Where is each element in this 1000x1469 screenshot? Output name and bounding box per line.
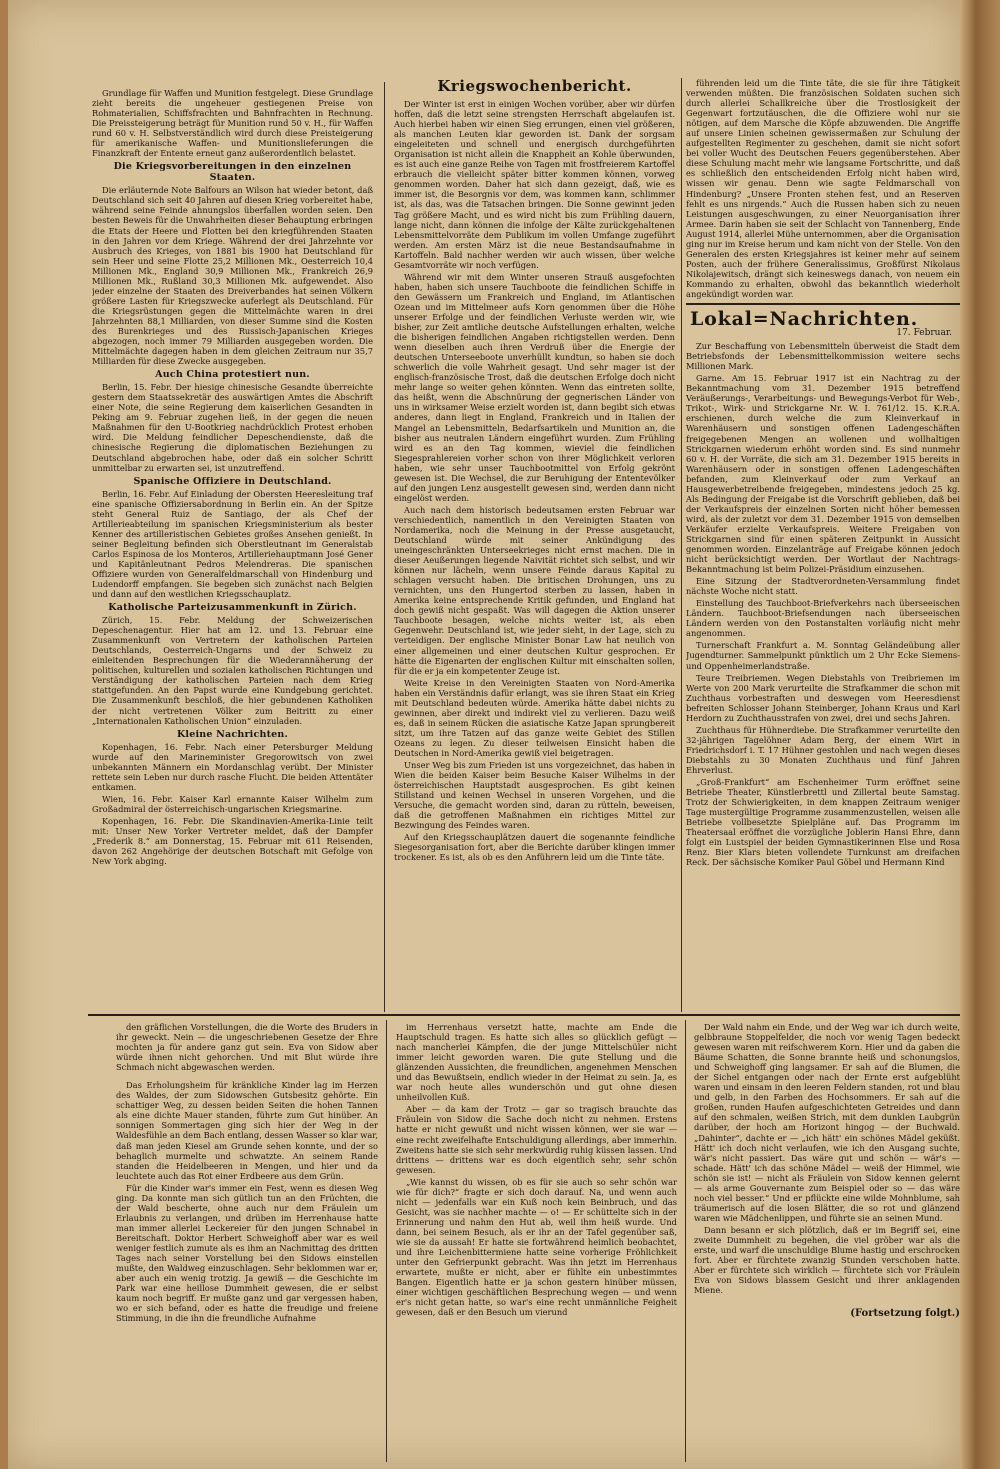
story-paragraph: den gräflichen Vorstellungen, die die Worte des Bruders in ihr geweckt. Nein — die ungeschriebenen Gesetze der Ehre mochten ja für andere ganz gut sein. Eva von Sidow aber würde ihnen nicht gehorchen. Und mit Blut würde ihre Schmach nicht abgewaschen werden. [116, 1022, 378, 1073]
column-divider [386, 1020, 387, 1462]
article-paragraph: Zürich, 15. Febr. Meldung der Schweizerischen Depeschenagentur. Hier hat am 12. und 13. Februar eine Zusammenkunft von Vertretern der katholischen Parteien Deutschlands, Oesterreich-Ungarns und der Schweiz zu einleitenden Besprechungen für die Wiederannäherung der politischen, kulturellen und sozialen katholischen Richtungen und Verständigung der katholischen Parteien nach dem Krieg stattgefunden. An den Papst wurde eine Kundgebung gerichtet. Die Zusammenkunft beschloß, die hier gebundenen Katholiken der nicht vertretenen Völker zum Beitritt zu einer „Internationalen Katholischen Union“ einzuladen. [92, 615, 373, 726]
article-paragraph: Auf den Kriegsschauplätzen dauert die sogenannte feindliche Siegesorganisation fort, aber die Berichte darüber klingen immer trockener. Es ist, als ob es den Anführern leid um die Tinte täte. [394, 832, 675, 863]
article-heading: Kleine Nachrichten. [176, 728, 289, 740]
story-paragraph: im Herrenhaus versetzt hatte, machte am Ende die Hauptschuld tragen. Es hatte sich alles so glücklich gefügt — nach mancherlei Kämpfen, die der junge Mittelschüler nicht immer leicht geworden waren. Die gute Stellung und die glänzenden Aussichten, die freundlichen, angenehmen Menschen und das Bewußtsein, endlich wieder in der Heimat zu sein. Ja, es war noch heute alles wunderschön und gut ohne diesen unheilvollen Kuß. [396, 1022, 677, 1103]
newspaper-page [8, 0, 960, 1469]
continued-notice: (Fortsetzung folgt.) [850, 1308, 960, 1320]
article-paragraph: Auch nach dem historisch bedeutsamen ersten Februar war verschiedentlich, namentlich in den Vereinigten Staaten von Nordamerika, noch die Meinung in der Presse ausgetaucht, Deutschland würde mit seiner Ankündigung des uneingeschränkten Unterseekrieges nicht ernst machen. Die in dieser Aeußerungen liegende Naivität richtet sich selbst, und wir können nur lächeln, wenn unsere Feinde daraus Kapital zu schlagen versucht haben. Die britischen Drohungen, uns zu vernichten, uns den Hungertod sterben zu lassen, haben in Amerika keine entsprechende Kritik gefunden, und England hat doch gewiß nicht gespaßt. Was will dagegen die Aktion unserer Tauchboote besagen, welche nichts weiter ist, als eben Gegenwehr. Deutschland ist, wie jeder sieht, in der Lage, sich zu verteidigen. Der englische Minister Bonar Law hat neulich von einer allgemeinen und einer deutschen Kultur gesprochen. Er hätte die Eigenarten der englischen Kultur mit einschalten sollen, für die er ja ein kompetenter Zeuge ist. [394, 504, 675, 676]
serial-story-column-1 [116, 1022, 378, 1462]
article-paragraph: Weite Kreise in den Vereinigten Staaten von Nord-Amerika haben ein Verständnis dafür erlangt, was sie ihren Staat ein Krieg mit Deutschland bedeuten würde. Amerika hätte dabei nichts zu gewinnen, aber direkt und indirekt viel zu verlieren. Dazu weiß es, daß in seinem Rücken die asiatische Katze Japan sprungbereit sitzt, um ihre Tatzen auf das ganze weite Gebiet des Stillen Ozeans zu legen. Zu dieser teilweisen Einsicht haben die Deutschen in Nord-Amerika gewiß viel beigetragen. [394, 677, 675, 758]
serial-story-column-3 [694, 1022, 960, 1462]
article-paragraph: Der Winter ist erst in einigen Wochen vorüber, aber wir dürfen hoffen, daß die letzt seine strengsten Herrschaft abgelaufen ist. Auch hierbei haben wir einen Sieg errungen, einen viel größeren, als manchen Leuten klar geworden ist. Dank der sorgsam eingeleiteten und schnell und energisch durchgeführten Organisation ist nicht allein die Knappheit an Kohle überwunden, es ist auch eine ganze Reihe von Tagen mit frostfreierem Kartoffel erbrauch die vielleicht später bitter kommen können, vorweg genommen worden. Daher hat sich dann gezeigt, daß, wie es immer ist, die Besorgnis vor dem, was kommen kann, schlimmer ist, als das, was die Tatsachen bringen. Die Sonne gewinnt jeden Tag größere Macht, und es wird nicht bis zum Frühling dauern, lange nicht, dann können die infolge der Kälte zurückgehaltenen Lebensmittelvorräte dem Publikum im vollen Umfange zugeführt werden. Am ersten März ist die neue Bestandsaufnahme in Kartoffeln. Bald nachher werden wir auch wissen, über welche Gesamtvorräte wir noch verfügen. [394, 99, 675, 270]
article-paragraph: Berlin, 15. Febr. Der hiesige chinesische Gesandte überreichte gestern dem Staatssekretär des auswärtigen Amtes die Abschrift einer Note, die seine Regierung dem kaiserlichen Gesandten in Peking am 9. Februar zugehen ließ, in der gegen die neuen Maßnahmen für den U-Bootkrieg nachdrücklich Protest erhoben wird. Die Meldung feindlicher Depeschendienste, daß die chinesische Regierung die diplomatischen Beziehungen zu Deutschland abgebrochen habe, oder daß ein solcher Schritt unmittelbar zu erwarten sei, ist unzutreffend. [92, 382, 373, 473]
column-war-report [394, 78, 675, 1010]
column-local-news [686, 78, 960, 1010]
war-report-continuation: führenden leid um die Tinte täte, die sie für ihre Tätigkeit verwenden müßten. Die französischen Soldaten suchen sich durch allerlei Schallkreiche über die Trostlosigkeit der Gegenwart fortzutäuschen, die die Offiziere wohl nur sie nötigen, auf dem Marsche die Köpfe abzuwenden. Die Angriffe auf unsere Linien scheinen gewissermaßen zur Schulung der aufgestellten Regimenter zu geschehen, damit sie nicht sofort bei voller Wucht des Deutschen Feuers gegenüberstehen. Aber diese Schulung macht mehr wie langsame Fortschritte, und daß es schließlich den entscheidenden Erfolg nicht haben wird, wissen wir genau. Denn wie sagte Feldmarschall von Hindenburg? „Unsere Fronten stehen fest, und an Reserven fehlt es uns nirgends.“ Auch die Russen haben sich zu neuen Leistungen ausgeschwungen, zu einer Neuorganisation ihrer Armee. Darin haben sie seit der Schlacht von Tannenberg, Ende August 1914, allerlei Mühe unternommen, aber die Organisation ging nur im Kreise herum und kam nicht von der Stelle. Von den Generalen des ersten Kriegsjahres ist keiner mehr auf seinem Posten, auch der frühere Generalissimus, Großfürst Nikolaus Nikolajewitsch, drängt sich keineswegs danach, von neuem ein Kommando zu erhalten, obwohl das bekanntlich wiederholt angekündigt worden war. [686, 78, 960, 299]
story-paragraph: Das Erholungsheim für kränkliche Kinder lag im Herzen des Waldes, der zum Sidowschen Gutsbesitz gehörte. Ein schattiger Weg, zu dessen beiden Seiten die hohen Tannen als eine dichte Mauer standen, führte zum Gut hinüber. An sonnigen Sommertagen ging sich hier der Weg in der Waldesfühle an dem Bach entlang, dessen Wasser so klar war, daß man jeden Kiesel am Grunde sehen konnte, und der so behaglich murmelte und schwatzte. An seinem Rande standen die Heidelbeeren in Mengen, und hier und da leuchtete auch das Rot einer Erdbeere aus dem Grün. [116, 1080, 378, 1181]
local-item: Garne. Am 15. Februar 1917 ist ein Nachtrag zu der Bekanntmachung vom 31. Dezember 1915 betreffend Veräußerungs-, Verarbeitungs- und Bewegungs-Verbot für Web-, Trikot-, Wirk- und Strickgarne Nr. W. I. 761/12. 15. K.R.A. erschienen, durch welche die zum Kleinverkauf in Warenhäusern und sonstigen offenen Ladengeschäften freigegebenen Mengen an wollenen und wollhaltigen Strickgarnen wiederum erhöht worden sind. Es sind nunmehr 60 v. H. der Vorräte, die sich am 31. Dezember 1915 bereits in Warenhäusern oder in sonstigen offenen Ladengeschäften befanden, zum Kleinverkauf oder zum Verkauf an Hausgewerbetreibende freigegeben, mindestens jedoch 25 kg. Als Bedingung der Freigabe ist die Vorschrift geblieben, daß bei der Verkaufspreis der einzelnen Sorten nicht höher bemessen wird, als der zuletzt vor dem 31. Dezember 1915 von demselben Verkäufer erzielte Verkaufspreis. Weitere Freigaben von Strickgarnen sind für einen späteren Zeitpunkt in Aussicht genommen worden. Einzelanträge auf Freigabe können jedoch nicht berücksichtigt werden. Der Wortlaut der Nachtrags-Bekanntmachung ist beim Polizei-Präsidium einzusehen. [686, 373, 960, 575]
article-heading: Spanische Offiziere in Deutschland. [133, 475, 332, 487]
news-item: Kopenhagen, 16. Febr. Nach einer Petersburger Meldung wurde auf den Marineminister Gregorowitsch von zwei unbekannten Männern ein Mordanschlag verübt. Der Minister rettete sein Leben nur durch rasche Flucht. Die beiden Attentäter entkamen. [92, 741, 373, 792]
news-item: Wien, 16. Febr. Kaiser Karl ernannte Kaiser Wilhelm zum Großadmiral der österreichisch-ungarischen Kriegsmarine. [92, 793, 373, 814]
column-divider [685, 1020, 686, 1462]
feuilleton-divider [88, 1014, 960, 1016]
article-heading: Katholische Parteizusammenkunft in Zürich. [108, 602, 357, 614]
story-paragraph: Der Wald nahm ein Ende, und der Weg war ich durch weite, gelbbraune Stoppelfelder, die noch vor wenig Tagen bedeckt gewesen waren mit reifschwerem Korn. Hier und da gaben die Bäume Schatten, die Sonne brannte heiß und schonungslos, und Schweighoff ging langsamer. Er sah auf die Blumen, die der Sichel entgangen oder nach der Ernte erst aufgeblüht waren und einsam in den leeren Feldern standen, rot und blau und gelb, in den Farben des Hochsommers. Er sah auf die großen, runden Haufen aufgeschichteten Getreides und dann auf den schmalen, weißen Strich, mit dem dunklen Laubgrün darüber, der hoch am Horizont hingog — der Buchwald. „Dahinter“, dachte er — „ich hätt' ein schönes Mädel geküßt. Hätt' ich doch nicht verlaufen, wie ich den Ausgang suchte, wär's nicht passiert. Das wäre gut und schön — wär's — schade. Hätt' ich das schöne Mädel — weiß der Himmel, wie schön sie ist! — nicht als Fräulein von Sidow kennen gelernt — als arme Gouvernante zum Beispiel oder so — das wäre noch viel besser.“ Und er pflückte eine wilde Mohnblume, sah träumerisch auf die losen Blätter, die so rot und glänzend waren wie Mädchenlippen, und führte sie an seinen Mund. [694, 1022, 960, 1223]
story-paragraph: Für die Kinder war's immer ein Fest, wenn es diesen Weg ging. Da konnte man sich gütlich tun an den Früchten, die der Wald bescherte, ohne auch nur dem Fräulein um Erlaubnis zu verlangen, und drüben im Herrenhause hatte man immer allerlei Leckereier für den jungen Schnabel in Bereitschaft. Doktor Herbert Schweighoff aber war es weil weniger festlich zumute als es ihm an Nachmittag des dritten Tages nach seiner Vorstellung bei den Sidows einstellen mußte, den Waldweg einzuschlagen. Sehr beklommen war er, aber auch ein wenig trotzig. Ja gewiß — die Geschichte im Park war eine heillose Dummheit gewesen, die er selbst kaum noch begriff. Er mußte ganz und gar vergessen haben, wo er sich befand, oder es hatte die freudige und freiene Stimmung, in die ihn die freundliche Aufnahme [116, 1182, 378, 1324]
local-item: Zur Beschaffung von Lebensmitteln überweist die Stadt dem Betriebsfonds der Lebensmittelkommission weitere sechs Millionen Mark. [686, 341, 960, 372]
article-paragraph: Während wir mit dem Winter unseren Strauß ausgefochten haben, haben sich unsere Tauchboote die feindlichen Schiffe in den Gewässern um Frankreich und England, im Atlantischen Ozean und im Mittelmeer aufs Korn genommen über die Höhe unserer Erfolge und der feindlichen Verluste werden wir, wie bisher, zur Zeit amtliche deutsche Aufstellungen erhalten, welche die bisherigen feindlichen Angaben richtigstellen werden. Denn wenn dieselben auch ihren Verdruß über die Energie der deutschen Unterseeboote unverhüllt kundtun, so haben sie doch schwerlich die volle Wahrheit gesagt. Und sehr mager ist der englisch-französische Trost, daß die deutschen Erfolge doch nicht mehr lange so weiter gehen könnten. Wenn das eintreten sollte, das heißt, wenn die Abschnürung der gegnerischen Länder von uns in wirksamer Weise erzielt worden ist, dann begibt sich etwas anderes, dann liegt in England, Frankreich und in Italien der Mangel an Lebensmitteln, Bedarfsartikeln und Munition an, die bisher aus neutralen Ländern eingeführt wurden. Zum Frühling wird es an den Tag kommen, wieviel die feindlichen Siegesprahlereien vorher schon von ihrer Möglichkeit verloren haben, wie sehr unser Tauchbootmittel von Erfolg gekrönt gewesen ist. Die Wechsel, die zur Beruhigung der Ententevölker auf den jungen Lenz ausgestellt gewesen sind, werden dann nicht eingelöst werden. [394, 271, 675, 503]
story-paragraph: Aber — da kam der Trotz — gar so tragisch brauchte das Fräulein von Sidow die Sache doch nicht zu nehmen. Erstens hatte er nicht gewußt und nicht wissen können, wer sie war — eine recht zweifelhafte Entschuldigung allerdings, aber immerhin. Zweitens hatte sie sich sehr merkwürdig ruhig küssen lassen. Und drittens — drittens war es doch eigentlich sehr, sehr schön gewesen. [396, 1104, 677, 1175]
column-politics [92, 88, 373, 1010]
section-divider [686, 303, 960, 305]
article-heading: Die Kriegsvorbereitungen in den einzelnen Staaten. [113, 161, 352, 184]
story-paragraph: Dann besann er sich plötzlich, daß er im Begriff sei, eine zweite Dummheit zu begehen, die viel gröber war als die erste, und warf die unschuldige Blume hastig und erschrocken fort. Aber er fürchtete zwanzig Stunden verschoben hatte. Aber er fürchtete sich wirklich — fürchtete sich vor Fräulein Eva von Sidows blassem Gesicht und ihrer anklagenden Miene. [694, 1224, 960, 1296]
column-divider [681, 78, 682, 1012]
local-item: Einstellung des Tauchboot-Briefverkehrs nach überseeischen Ländern. Tauchboot-Briefsendungen nach überseeischen Ländern werden von den Postanstalten vorläufig nicht mehr angenommen. [686, 598, 960, 639]
article-heading: Auch China protestiert nun. [155, 369, 310, 381]
intro-paragraph: Grundlage für Waffen und Munition festgelegt. Diese Grundlage zieht bereits die ungeheuer gestiegenen Preise von Rohmaterialien, Schiffsfrachten und Bahnfrachten in Rechnung. Die Preissteigerung beträgt für Munition rund 50 v. H., für Waffen rund 60 v. H. Selbstverständlich wird durch diese Preisteigerung für amerikanische Waffen- und Munitionslieferungen die Finanzkraft der Entente erneut ganz außerordentlich belastet. [92, 88, 373, 159]
news-item: Kopenhagen, 16. Febr. Die Skandinavien-Amerika-Linie teilt mit: Unser New Yorker Vertreter meldet, daß der Dampfer „Frederik 8.“ am Donnerstag, 15. Februar mit 611 Reisenden, davon 262 Angehörige der deutschen Botschaft mit Gefolge von New York abging. [92, 815, 373, 867]
local-news-title: Lokal=Nachrichten. [690, 308, 919, 331]
local-item: Zuchthaus für Hühnerdiebe. Die Strafkammer verurteilte den 32-jährigen Tagelöhner Adam Berg, der einem Wirt in Friedrichsdorf i. T. 17 Hühner gestohlen und nach wegen dieses Diebstahls zu 30 Monaten Zuchthaus und fünf Jahren Ehrverlust. [686, 724, 960, 775]
local-item: Eine Sitzung der Stadtverordneten-Versammlung findet nächste Woche nicht statt. [686, 576, 960, 597]
article-paragraph: Unser Weg bis zum Frieden ist uns vorgezeichnet, das haben in Wien die beiden Kaiser beim Besuche Kaiser Wilhelms in der österreichischen Hauptstadt ausgesprochen. Es gibt keinen Stillstand und keinen Wechsel in unseren Vorgehen, und die Versuche, die gemacht worden sind, daran zu rütteln, beweisen, daß die getroffenen Maßnahmen ein richtiges Mittel zur Bezwingung des Feindes waren. [394, 760, 675, 831]
war-report-title: Kriegswochenbericht. [437, 78, 632, 95]
article-paragraph: Die erläuternde Note Balfours an Wilson hat wieder betont, daß Deutschland sich seit 40 Jahren auf diesen Krieg vorbereitet habe, während seine Feinde ahnungslos überfallen worden seien. Den besten Beweis für die Unwahrheiten dieser Behauptung erbringen die Etats der Heere und Flotten bei den kriegführenden Staaten in den Jahren vor dem Kriege. Während der drei Jahrzehnte vor Ausbruch des Krieges, von 1881 bis 1900 hat Deutschland für sein Heer und seine Flotte 25,2 Millionen Mk., Oesterreich 10,4 Millionen Mk., England 30,9 Millionen Mk., Frankreich 26,9 Millionen Mk., Rußland 30,3 Millionen Mk. aufgewendet. Also jeder einzelne der Staaten des Dreiverbandes hat seinen Völkern größere Lasten für Kriegszwecke auferlegt als Deutschland. Für die Kriegsrüstungen gegen die Mittelmächte waren in drei Jahrzehnten 88,1 Milliarden, von dieser Summe sind die Kosten des Burenkrieges und des Russisch-Japanischen Krieges abgezogen, noch immer 79 Milliarden ausgegeben worden. Die Mittelmächte dagegen haben in dem gleichen Zeitraum nur 35,7 Milliarden für diese Zwecke ausgegeben. [92, 185, 373, 367]
local-item: „Groß-Frankfurt“ am Eschenheimer Turm eröffnet seine Betriebe Theater, Künstlerbrettl und Zillertal beute Samstag. Trotz der Schwierigkeiten, in dem knappen Zeitraum weniger Tage mustergültige Programme zusammenzustellen, weisen alle Betriebe vollbesetzte Spielpläne auf. Das Programm im Theatersaal eröffnet die vorzügliche Joblerin Hansi Ehre, dann folgt ein Lustspiel der beiden Gymnastikerinnen Else und Rosa Renz. Bier Klars bieten vollendete Turnkunst am dreifachen Reck. Der sächsische Komiker Paul Göbel und Hermann Kind [686, 777, 960, 868]
story-paragraph: „Wie kannst du wissen, ob es für sie auch so sehr schön war wie für dich?“ fragte er sich doch darauf. Na, und wenn auch nicht — jedenfalls war ein Kuß noch kein Beinbruch, und das Gesicht, was sie nachher machte — o! — Er schüttelte sich in der Erinnerung und nahm den Hut ab, weil ihm heiß wurde. Und dann, bei seinem Besuch, als er ihr an der Tafel gegenüber saß, wie sie da aussah! Er hatte sie fortwährend heimlich beobachtet, und ihre Leichenbittermiene hatte seine vorherige Fröhlichkeit unter den Gefrierpunkt gebracht. Was ihn jetzt im Herrenhaus erwartete, mußte er nicht, aber er fühlte ein unbestimmtes Bangen. Eigentlich hatte er ja schon gestern hinüber müssen, einer wichtigen geschäftlichen Besprechung wegen — und wenn er's nicht getan hatte, so war's eine recht unmännliche Feigheit gewesen, daß er den Besuch um vierund [396, 1176, 677, 1318]
column-divider [384, 82, 385, 1012]
local-news-date: 17. Februar. [896, 328, 952, 339]
article-paragraph: Berlin, 16. Febr. Auf Einladung der Obersten Heeresleitung traf eine spanische Offiziersabordnung in Berlin ein. An der Spitze steht General Ruiz de Santiago, der als Chef der Artillerieabteilung im spanischen Kriegsministerium als bester Kenner des artilleristischen Gebietes großes Ansehen genießt. In seiner Begleitung befinden sich Oberstleutnant im Generalstab Carlos Espinosa de los Monteros, Artilleriehauptmann José Gener und Kapitänleutnant Pedros Melendreras. Die spanischen Offiziere wurden von Generalfeldmarschall von Hindenburg und Ludendorff empfangen. Sie begeben sich zunächst nach Belgien und dann auf den westlichen Kriegsschauplatz. [92, 488, 373, 600]
serial-story-column-2 [396, 1022, 677, 1462]
local-item: Teure Treibriemen. Wegen Diebstahls von Treibriemen im Werte von 200 Mark verurteilte die Strafkammer die schon mit Zuchthaus vorbestraften und deswegen vom Heeresdienst befreiten Schlosser Johann Steinberger, Johann Kraus und Karl Herdorn zu Zuchthausstrafen von zwei, drei und sechs Jahren. [686, 672, 960, 723]
local-item: Turnerschaft Frankfurt a. M. Sonntag Geländeübung aller Jugendturner. Sammelpunkt pünktlich um 2 Uhr Ecke Siemens- und Oppenheimerlandstraße. [686, 640, 960, 671]
page-binding-edge [960, 0, 1000, 1469]
